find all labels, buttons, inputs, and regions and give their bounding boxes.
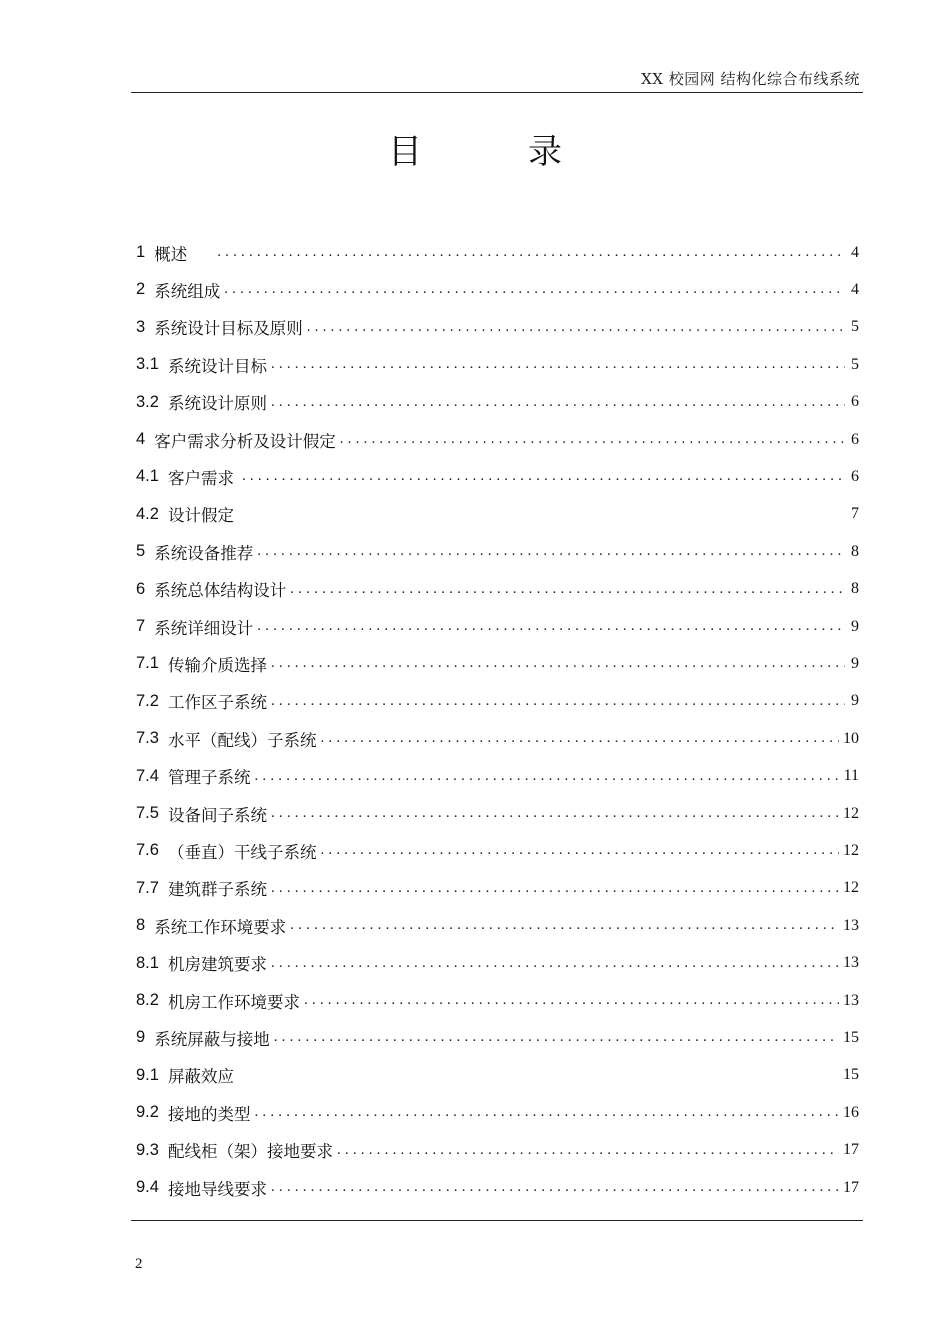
- toc-entry-7[interactable]: [136, 608, 859, 645]
- toc-entry-number: 4.1: [136, 467, 159, 486]
- toc-leader-dots: [271, 394, 845, 411]
- toc-entry-number: 7.6: [136, 841, 159, 860]
- toc-leader-dots: [290, 917, 839, 934]
- toc-entry-title: 接地导线要求: [167, 1179, 267, 1199]
- toc-entry-page: 12: [843, 841, 859, 859]
- toc-entry-number: 8: [136, 916, 146, 935]
- toc-entry-number: 9.1: [136, 1065, 159, 1084]
- toc-leader-dots: [337, 1142, 839, 1159]
- toc-entry-page: 12: [843, 879, 859, 897]
- toc-entry-title: 系统屏蔽与接地: [154, 1029, 270, 1049]
- toc-entry-number: 8.2: [136, 991, 159, 1009]
- toc-entry-number: 7.3: [136, 729, 159, 748]
- toc-entry-9-3[interactable]: [136, 1132, 859, 1169]
- toc-leader-dots: [217, 244, 845, 261]
- toc-entry-number: 9: [136, 1028, 146, 1047]
- page-number: 2: [135, 1256, 143, 1272]
- toc-entry-title: 系统设计目标及原则: [154, 319, 303, 339]
- toc-entry-9[interactable]: [136, 1019, 859, 1056]
- toc-entry-title: 概述: [154, 244, 188, 264]
- toc-entry-number: 3.1: [136, 355, 159, 374]
- toc-leader-dots: [320, 842, 839, 859]
- toc-entry-page: 15: [843, 1066, 859, 1084]
- toc-leader-dots: [271, 805, 839, 822]
- toc-leader-dots: [257, 618, 845, 635]
- footer-divider: [131, 1220, 863, 1221]
- header-divider: [131, 92, 863, 93]
- toc-leader-dots: [304, 992, 839, 1009]
- toc-entry-title: 传输介质选择: [167, 655, 267, 675]
- toc-entry-page: 8: [851, 542, 859, 560]
- toc-entry-number: 8.1: [136, 953, 159, 972]
- toc-entry-number: 9.4: [136, 1178, 159, 1196]
- toc-entry-title: 机房工作环境要求: [167, 992, 300, 1012]
- toc-entry-page: 6: [851, 430, 859, 448]
- toc-entry-8-1[interactable]: [136, 945, 859, 982]
- toc-entry-9-1[interactable]: [136, 1057, 859, 1094]
- toc-entry-3[interactable]: [136, 309, 859, 346]
- toc-entry-title: 系统详细设计: [154, 618, 254, 638]
- toc-entry-7-5[interactable]: [136, 795, 859, 832]
- toc-entry-number: 5: [136, 542, 146, 561]
- toc-entry-page: 11: [843, 767, 859, 785]
- toc-entry-page: 4: [851, 280, 859, 298]
- toc-entry-7-7[interactable]: [136, 870, 859, 907]
- toc-entry-number: 7.7: [136, 878, 159, 897]
- toc-entry-7-6[interactable]: [136, 832, 859, 869]
- toc-leader-dots: [307, 319, 845, 336]
- toc-entry-title: 系统组成: [154, 281, 221, 301]
- toc-leader-dots: [242, 468, 845, 485]
- toc-entry-page: 5: [851, 355, 859, 373]
- toc-entry-title: 屏蔽效应: [167, 1067, 234, 1087]
- toc-leader-dots: [271, 693, 845, 710]
- toc-entry-page: 4: [851, 243, 859, 261]
- toc-entry-number: 3: [136, 317, 146, 336]
- toc-leader-dots: [271, 880, 839, 897]
- toc-entry-title: 接地的类型: [167, 1104, 251, 1124]
- toc-entry-8[interactable]: [136, 907, 859, 944]
- toc-entry-title: 系统设计目标: [167, 356, 267, 376]
- toc-leader-dots: [290, 581, 845, 598]
- toc-entry-page: 10: [843, 729, 859, 747]
- toc-leader-dots: [271, 655, 845, 672]
- toc-entry-number: 6: [136, 579, 146, 598]
- toc-entry-page: 6: [851, 467, 859, 485]
- toc-entry-title: 配线柜（架）接地要求: [167, 1142, 333, 1162]
- toc-entry-title: 机房建筑要求: [167, 955, 267, 975]
- running-header: XX 校园网 结构化综合布线系统: [641, 70, 860, 88]
- toc-entry-7-4[interactable]: [136, 758, 859, 795]
- toc-entry-6[interactable]: [136, 571, 859, 608]
- toc-entry-page: 8: [851, 580, 859, 598]
- toc-entry-5[interactable]: [136, 533, 859, 570]
- toc-leader-dots: [271, 955, 839, 972]
- toc-entry-page: 5: [851, 318, 859, 336]
- toc-entry-title: 系统设计原则: [167, 394, 267, 414]
- toc-entry-7-2[interactable]: [136, 683, 859, 720]
- toc-entry-page: 13: [843, 916, 859, 934]
- toc-entry-page: 9: [851, 692, 859, 710]
- toc-entry-title: 系统总体结构设计: [154, 581, 287, 601]
- toc-entry-title: 水平（配线）子系统: [167, 730, 317, 750]
- toc-entry-number: 7.1: [136, 654, 159, 673]
- toc-leader-dots: [271, 356, 845, 373]
- toc-entry-4-1[interactable]: [136, 458, 859, 495]
- toc-entry-number: 2: [136, 280, 146, 299]
- toc-leader-dots: [320, 730, 839, 747]
- toc-entry-page: 17: [843, 1141, 859, 1159]
- toc-entry-title: 设计假定: [167, 506, 234, 526]
- toc-entry-number: 7: [136, 617, 146, 635]
- toc-entry-1[interactable]: [136, 234, 859, 271]
- toc-entry-title: 管理子系统: [167, 768, 251, 788]
- toc-leader-dots: [254, 1104, 839, 1121]
- toc-entry-title: 系统工作环境要求: [154, 917, 287, 937]
- toc-leader-dots: [340, 431, 845, 448]
- toc-leader-dots: [274, 1029, 839, 1046]
- toc-leader-dots: [224, 281, 845, 298]
- toc-entry-page: 9: [851, 617, 859, 635]
- toc-entry-page: 15: [843, 1028, 859, 1046]
- toc-entry-page: 13: [843, 991, 859, 1009]
- toc-entry-7-3[interactable]: [136, 720, 859, 757]
- toc-entry-3-2[interactable]: [136, 384, 859, 421]
- page-title: 目 录: [388, 132, 598, 172]
- toc-entry-number: 9.2: [136, 1103, 159, 1122]
- toc-entry-number: 7.5: [136, 804, 159, 822]
- toc-entry-page: 16: [843, 1103, 859, 1121]
- toc-entry-4[interactable]: [136, 421, 859, 458]
- toc-entry-title: 工作区子系统: [167, 693, 267, 713]
- toc-entry-page: 9: [851, 654, 859, 672]
- toc-entry-title: （垂直）干线子系统: [167, 842, 317, 862]
- toc-entry-7-1[interactable]: [136, 645, 859, 682]
- toc-entry-title: 建筑群子系统: [167, 880, 267, 900]
- toc-entry-8-2[interactable]: [136, 982, 859, 1019]
- toc-entry-page: 17: [843, 1178, 859, 1196]
- toc-entry-3-1[interactable]: [136, 346, 859, 383]
- toc-entry-title: 系统设备推荐: [154, 543, 254, 563]
- toc-entry-number: 7.4: [136, 766, 159, 785]
- toc-entry-number: 9.3: [136, 1140, 159, 1159]
- toc-entry-2[interactable]: [136, 271, 859, 308]
- toc-entry-9-2[interactable]: [136, 1094, 859, 1131]
- toc-entry-title: 客户需求: [167, 468, 234, 488]
- toc-entry-number: 1: [136, 243, 146, 261]
- toc-entry-4-2[interactable]: [136, 496, 859, 533]
- toc-leader-dots: [257, 543, 845, 560]
- toc-entry-page: 6: [851, 393, 859, 411]
- toc-entry-page: 12: [843, 804, 859, 822]
- toc-entry-title: 设备间子系统: [167, 805, 267, 825]
- toc-entry-number: 4.2: [136, 504, 159, 523]
- toc-leader-dots: [271, 1179, 839, 1196]
- toc-entry-page: 13: [843, 954, 859, 972]
- toc-entry-9-4[interactable]: [136, 1169, 859, 1206]
- toc-entry-title: 客户需求分析及设计假定: [154, 431, 336, 451]
- toc-entry-page: 7: [851, 505, 859, 523]
- toc-entry-number: 7.2: [136, 691, 159, 710]
- toc-entry-number: 4: [136, 430, 146, 448]
- toc-entry-number: 3.2: [136, 392, 159, 411]
- toc-leader-dots: [254, 768, 839, 785]
